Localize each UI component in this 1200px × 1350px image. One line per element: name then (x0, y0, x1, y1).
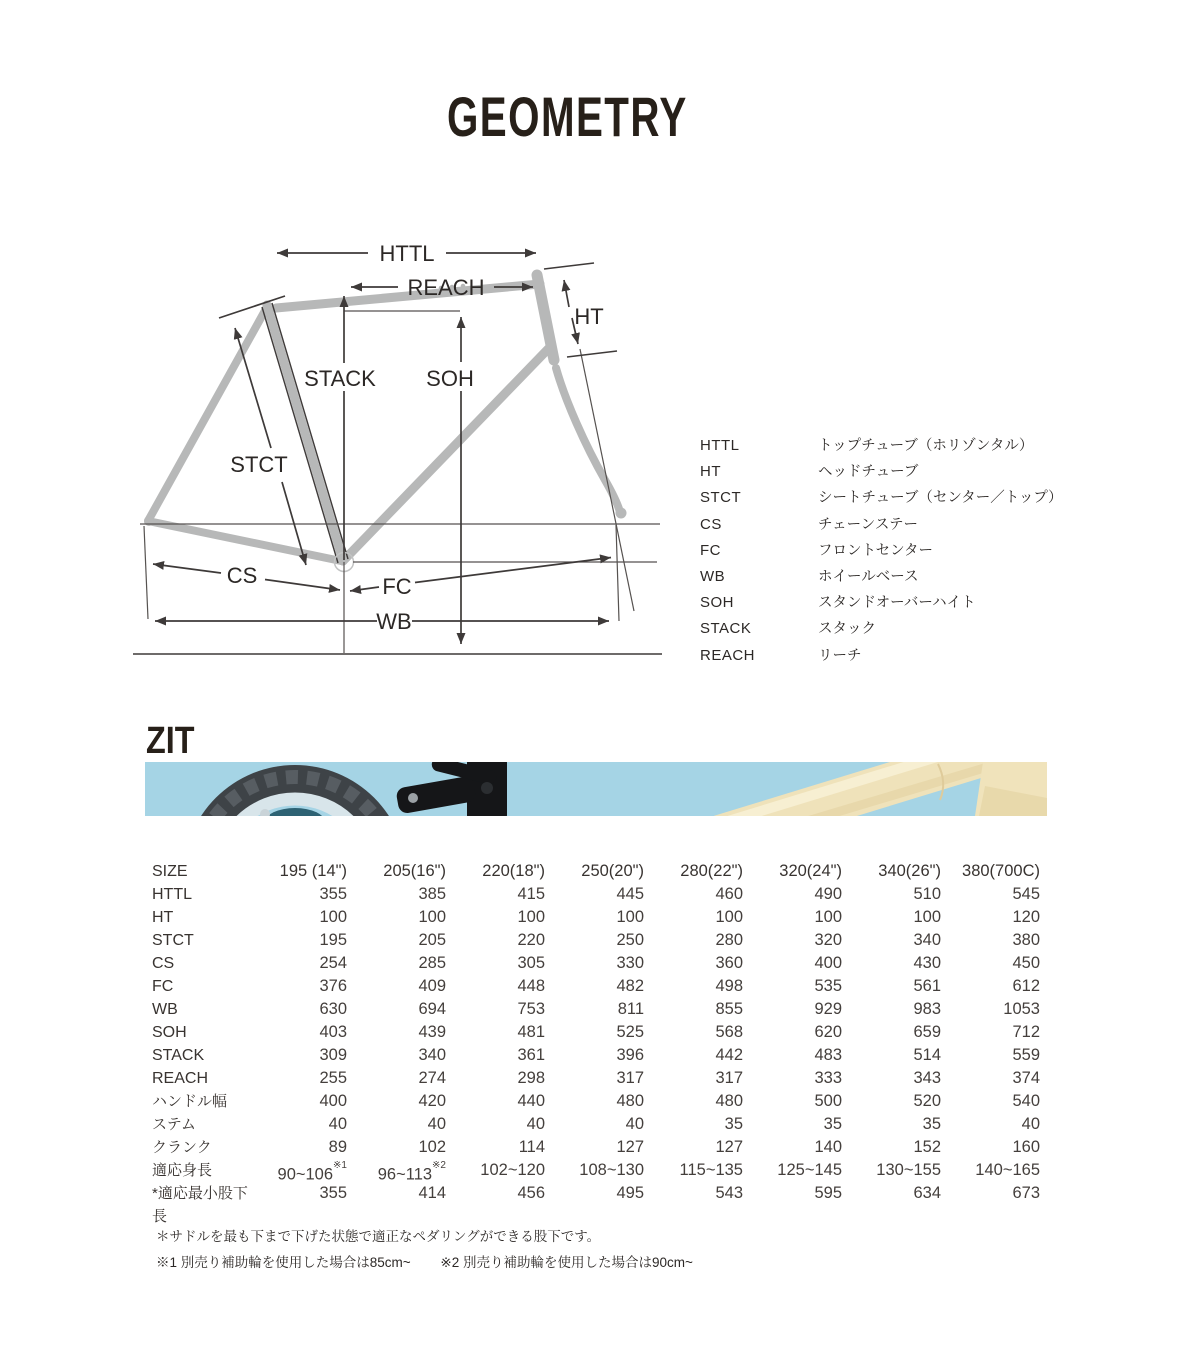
spec-value-cell: 712 (1012, 1023, 1040, 1041)
dim-label-reach: REACH (407, 275, 485, 300)
spec-value-cell: 100 (418, 908, 446, 926)
spec-value-cell: 612 (1012, 977, 1040, 995)
spec-value-cell: 40 (328, 1115, 347, 1133)
spec-value-cell: 340 (913, 931, 941, 949)
spec-value-cell: 120 (1012, 908, 1040, 926)
spec-value-cell: 396 (616, 1046, 644, 1064)
dim-label-stack: STACK (304, 366, 376, 391)
spec-value-cell: 500 (814, 1092, 842, 1110)
legend-description: ホイールベース (818, 569, 919, 586)
legend-abbr: FC (700, 541, 721, 559)
bike-photo-strip (145, 762, 1047, 816)
spec-value-cell: 855 (715, 1000, 743, 1018)
spec-value-cell: 195 (319, 931, 347, 949)
footnote-note2: ※2 別売り補助輪を使用した場合は90cm~ (440, 1255, 693, 1270)
legend-abbr: REACH (700, 646, 756, 664)
spec-value-cell: 125~145 (777, 1161, 842, 1179)
spec-value-cell: 634 (913, 1184, 941, 1202)
spec-value-cell: 317 (715, 1069, 743, 1087)
spec-value-cell: 430 (913, 954, 941, 972)
table-row (152, 1021, 1040, 1044)
spec-value-cell: 40 (427, 1115, 446, 1133)
dim-label-stct: STCT (230, 452, 288, 477)
spec-value-cell: 753 (517, 1000, 545, 1018)
spec-value-cell: 673 (1012, 1184, 1040, 1202)
legend-description: スタック (818, 621, 876, 638)
footnote-marker: ※2 (432, 1160, 446, 1171)
spec-value-cell: 510 (913, 885, 941, 903)
size-header-cell: 195 (14") (279, 862, 347, 880)
spec-value-cell: 360 (715, 954, 743, 972)
table-row (152, 1044, 1040, 1067)
spec-value-cell: 568 (715, 1023, 743, 1041)
spec-value-cell: 376 (319, 977, 347, 995)
spec-value-cell: 140~165 (975, 1161, 1040, 1179)
table-row (152, 906, 1040, 929)
spec-value-cell: 811 (617, 1000, 644, 1018)
size-header-cell: 280(22") (680, 862, 743, 880)
spec-row-label: SOH (152, 1024, 187, 1041)
table-row (152, 1113, 1040, 1136)
spec-value-cell: 250 (616, 931, 644, 949)
spec-value-cell: 355 (319, 885, 347, 903)
legend-description: スタンドオーバーハイト (818, 595, 976, 612)
table-row (152, 1182, 1040, 1225)
dim-label-soh: SOH (426, 366, 474, 391)
spec-value-cell: 35 (922, 1115, 941, 1133)
spec-value-cell: 448 (517, 977, 545, 995)
size-column-label: SIZE (152, 863, 188, 880)
spec-value-cell: 285 (418, 954, 446, 972)
spec-value-cell: 108~130 (579, 1161, 644, 1179)
spec-value-cell: 100 (319, 908, 347, 926)
spec-value-cell: 255 (319, 1069, 347, 1087)
spec-value-cell: 480 (616, 1092, 644, 1110)
spec-row-label: FC (152, 978, 174, 995)
spec-value-cell: 309 (319, 1046, 347, 1064)
spec-value-cell: 305 (517, 954, 545, 972)
spec-value-cell: 545 (1012, 885, 1040, 903)
spec-value-cell: 220 (517, 931, 545, 949)
spec-value-cell: 100 (913, 908, 941, 926)
table-row (152, 975, 1040, 998)
geometry-spec-table (152, 860, 1040, 1225)
spec-value-cell: 400 (814, 954, 842, 972)
spec-value-cell: 525 (616, 1023, 644, 1041)
spec-row-label: *適応最小股下長 (152, 1185, 248, 1225)
spec-value-cell: 400 (319, 1092, 347, 1110)
table-row (152, 998, 1040, 1021)
spec-value-cell: 35 (823, 1115, 842, 1133)
spec-value-cell: 483 (814, 1046, 842, 1064)
spec-value-cell: 620 (814, 1023, 842, 1041)
bike-frame-drawing (144, 275, 627, 561)
size-header-cell: 320(24") (779, 862, 842, 880)
footnote-saddle: ＊サドルを最も下まで下げた状態で適正なペダリングができる股下です。 (156, 1229, 601, 1244)
spec-value-cell: 100 (616, 908, 644, 926)
spec-row-label: WB (152, 1001, 178, 1018)
spec-value-cell: 96~113$^{※2}$ (377, 1160, 446, 1184)
dim-label-wb: WB (376, 609, 412, 634)
footnote-note1: ※1 別売り補助輪を使用した場合は85cm~ (156, 1255, 411, 1270)
legend-abbr: HT (700, 463, 721, 481)
spec-row-label: ステム (152, 1116, 196, 1133)
abbreviation-legend (700, 433, 1062, 669)
table-row (152, 1159, 1040, 1182)
spec-value-cell: 298 (517, 1069, 545, 1087)
footnote-training-wheels (156, 1250, 693, 1276)
size-header-cell: 220(18") (482, 862, 545, 880)
spec-value-cell: 1053 (1003, 1000, 1040, 1018)
legend-abbr: STCT (700, 489, 742, 507)
spec-value-cell: 415 (517, 885, 545, 903)
spec-value-cell: 490 (814, 885, 842, 903)
legend-description: チェーンステー (818, 516, 919, 533)
spec-value-cell: 100 (715, 908, 743, 926)
spec-value-cell: 520 (913, 1092, 941, 1110)
dim-label-httl: HTTL (379, 241, 435, 266)
size-header-cell: 340(26") (878, 862, 941, 880)
spec-value-cell: 343 (913, 1069, 941, 1087)
legend-description: トップチューブ（ホリゾンタル） (818, 438, 1034, 454)
spec-value-cell: 450 (1012, 954, 1040, 972)
legend-description: ヘッドチューブ (818, 464, 919, 481)
spec-value-cell: 403 (319, 1023, 347, 1041)
dim-label-cs: CS (226, 563, 258, 588)
page-title: GEOMETRY (447, 85, 688, 148)
legend-description: シートチューブ（センター／トップ） (818, 490, 1063, 507)
table-row (152, 1090, 1040, 1113)
spec-value-cell: 374 (1012, 1069, 1040, 1087)
spec-value-cell: 320 (814, 931, 842, 949)
spec-row-label: ハンドル幅 (152, 1093, 228, 1110)
frame-geometry-diagram (130, 220, 690, 690)
spec-row-label: STACK (152, 1047, 205, 1064)
spec-value-cell: 102~120 (480, 1161, 545, 1179)
spec-value-cell: 659 (913, 1023, 941, 1041)
spec-value-cell: 140 (814, 1138, 842, 1156)
spec-value-cell: 414 (418, 1184, 446, 1202)
spec-value-cell: 630 (319, 1000, 347, 1018)
spec-row-label: HTTL (152, 886, 192, 903)
legend-abbr: STACK (700, 620, 752, 638)
spec-value-cell: 540 (1012, 1092, 1040, 1110)
spec-value-cell: 317 (616, 1069, 644, 1087)
spec-value-cell: 114 (518, 1138, 545, 1156)
spec-value-cell: 385 (418, 885, 446, 903)
spec-value-cell: 90~106$^{※1}$ (277, 1160, 347, 1184)
spec-value-cell: 127 (616, 1138, 644, 1156)
spec-row-label: HT (152, 909, 174, 926)
legend-abbr: HTTL (700, 437, 740, 454)
spec-row-label: STCT (152, 932, 194, 949)
spec-value-cell: 983 (913, 1000, 941, 1018)
spec-value-cell: 543 (715, 1184, 743, 1202)
spec-value-cell: 280 (715, 931, 743, 949)
spec-value-cell: 380 (1012, 931, 1040, 949)
table-row (152, 883, 1040, 906)
dim-label-fc: FC (382, 574, 412, 599)
spec-value-cell: 40 (1021, 1115, 1040, 1133)
spec-value-cell: 160 (1012, 1138, 1040, 1156)
spec-value-cell: 559 (1012, 1046, 1040, 1064)
spec-value-cell: 514 (913, 1046, 941, 1064)
spec-value-cell: 205 (418, 931, 446, 949)
spec-value-cell: 127 (715, 1138, 743, 1156)
legend-abbr: SOH (700, 594, 735, 612)
spec-value-cell: 482 (616, 977, 644, 995)
footnote-marker: ※1 (333, 1160, 347, 1171)
spec-value-cell: 456 (517, 1184, 545, 1202)
spec-value-cell: 442 (715, 1046, 743, 1064)
spec-value-cell: 89 (328, 1138, 347, 1156)
spec-value-cell: 130~155 (876, 1161, 941, 1179)
spec-value-cell: 561 (913, 977, 941, 995)
size-header-cell: 205(16") (383, 862, 446, 880)
spec-value-cell: 274 (418, 1069, 446, 1087)
spec-value-cell: 35 (724, 1115, 743, 1133)
spec-value-cell: 40 (526, 1115, 545, 1133)
legend-description: フロントセンター (818, 542, 933, 559)
spec-value-cell: 420 (418, 1092, 446, 1110)
spec-row-label: CS (152, 955, 175, 972)
table-row (152, 1136, 1040, 1159)
spec-value-cell: 102 (418, 1138, 446, 1156)
spec-value-cell: 481 (517, 1023, 545, 1041)
spec-value-cell: 595 (814, 1184, 842, 1202)
spec-row-label: REACH (152, 1070, 209, 1087)
spec-value-cell: 498 (715, 977, 743, 995)
spec-value-cell: 409 (418, 977, 446, 995)
spec-value-cell: 333 (814, 1069, 842, 1087)
spec-value-cell: 40 (625, 1115, 644, 1133)
spec-value-cell: 100 (517, 908, 545, 926)
reference-lines (140, 311, 660, 653)
legend-abbr: CS (700, 515, 722, 533)
size-header-cell: 380(700C) (962, 862, 1040, 880)
spec-value-cell: 480 (715, 1092, 743, 1110)
spec-value-cell: 440 (517, 1092, 545, 1110)
spec-value-cell: 115~135 (679, 1161, 743, 1179)
spec-row-label: 適応身長 (152, 1162, 213, 1179)
spec-value-cell: 355 (319, 1184, 347, 1202)
legend-description: リーチ (818, 647, 862, 664)
footnotes (156, 1224, 693, 1276)
spec-value-cell: 929 (814, 1000, 842, 1018)
model-name-heading: ZIT (146, 720, 195, 762)
spec-value-cell: 361 (517, 1046, 545, 1064)
legend-abbr: WB (700, 568, 726, 586)
spec-value-cell: 694 (418, 1000, 446, 1018)
spec-value-cell: 439 (418, 1023, 446, 1041)
spec-row-label: クランク (152, 1139, 212, 1156)
spec-value-cell: 460 (715, 885, 743, 903)
spec-value-cell: 495 (616, 1184, 644, 1202)
spec-value-cell: 330 (616, 954, 644, 972)
dim-label-ht: HT (574, 304, 604, 329)
spec-value-cell: 152 (913, 1138, 941, 1156)
spec-value-cell: 535 (814, 977, 842, 995)
size-header-cell: 250(20") (581, 862, 644, 880)
spec-value-cell: 445 (616, 885, 644, 903)
table-row (152, 952, 1040, 975)
spec-value-cell: 100 (814, 908, 842, 926)
table-header-row (152, 860, 1040, 883)
table-row (152, 929, 1040, 952)
spec-value-cell: 340 (418, 1046, 446, 1064)
spec-value-cell: 254 (319, 954, 347, 972)
table-row (152, 1067, 1040, 1090)
